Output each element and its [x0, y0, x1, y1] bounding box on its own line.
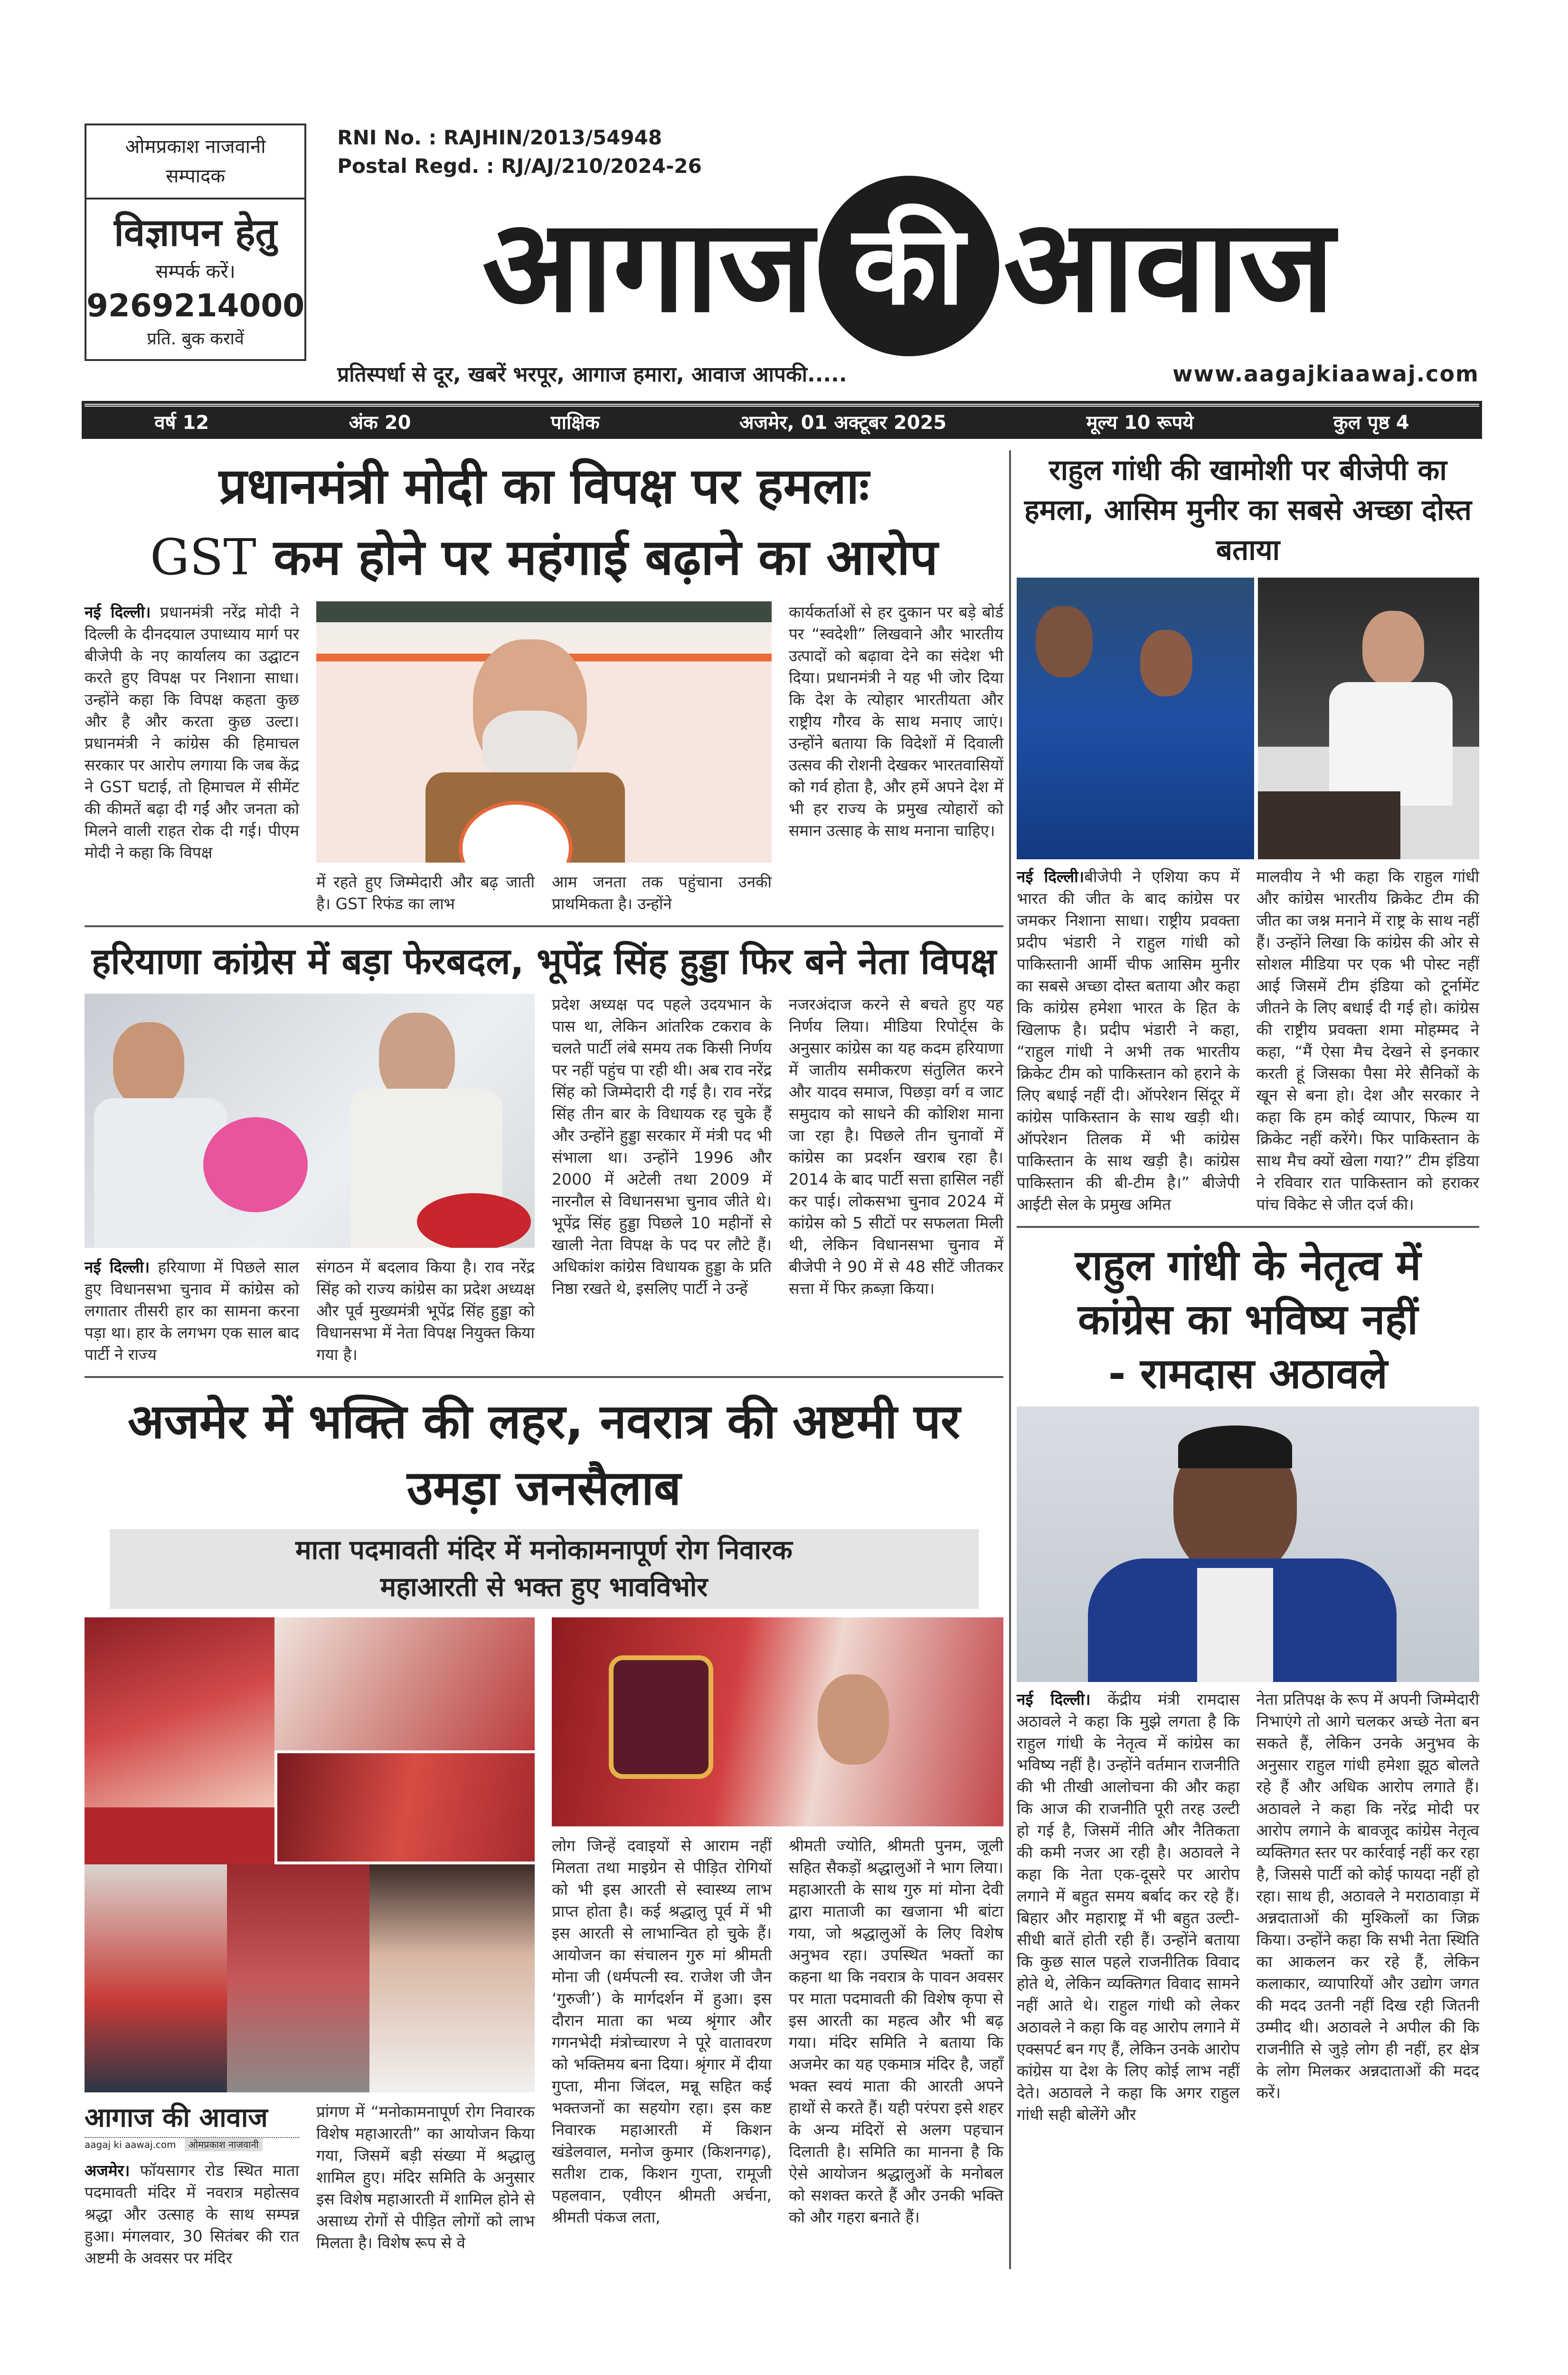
ajmer-col-4: श्रीमती ज्योति, श्रीमती पुनम, जूली सहित सैकड़ों श्रद्धालुओं ने भाग लिया। महाआरती के साथ गुरु मां मोना देवी द्वारा माताजी का खजाना भी बांटा गया, जो श्रद्धालुओं के लिए विशेष अनुभव रहा। उपस्थित भक्तों का कहना था कि नवरात्र के पावन अवसर पर माता पदमावती की विशेष कृपा से इस आरती का महत्व और भी बढ़ गया। मंदिर समिति ने बताया कि अजमेर का यह एकमात्र मंदिर है, जहाँ भक्त स्वयं माता की आरती अपने हाथों से करते हैं। यही परंपरा इसे शहर के अन्य मंदिरों से अलग पहचान दिलाती है। समिति का मानना है कि ऐसे आयोजन श्रद्धालुओं के मनोबल को सशक्त करते हैं और उनकी भक्ति को और गहरा बनाते हैं। — [789, 1836, 1003, 2226]
rni-number: RNI No. : RAJHIN/2013/54948 — [337, 126, 662, 149]
modi-col-1 — [85, 601, 299, 915]
photo-ramdas-athawale — [1017, 1406, 1479, 1682]
modi-headline-2: कम होने पर महंगाई बढ़ाने का आरोप — [273, 528, 938, 586]
issue-price: मूल्य 10 रूपये — [1086, 411, 1194, 434]
issue-place-date: अजमेर, 01 अक्टूबर 2025 — [739, 411, 947, 434]
article-text: केंद्रीय मंत्री रामदास अठावले ने कहा कि मुझे लगता है कि राहुल गांधी के नेतृत्व में कांग्रेस का भविष्य नहीं है। उन्होंने वर्तमान राजनीति की भी तीखी आलोचना की और कहा कि आज की राजनीति पूरी तरह उल्टी हो गई है, जिसमें नीति और नैतिकता की कमी नजर आ रही है। अठावले ने कहा कि नेता एक-दूसरे पर आरोप लगाने में बहुत समय बर्बाद कर रहे हैं। बिहार और महाराष्ट्र में भी बहुत उल्टी-सीधी बातें होती रही हैं। उन्होंने बताया कि कुछ साल पहले राजनीतिक विवाद होते थे, लेकिन व्यक्तिगत विवाद सामने नहीं आते थे। राहुल गांधी को लेकर अठावले ने कहा कि वह आरोप लगाने में एक्सपर्ट बन गए हैं, लेकिन उनके आरोप कांग्रेस या देश के लिए कोई लाभ नहीं देते। अठावले ने कहा कि अगर राहुल गांधी सही बोलेंगे और — [1017, 1690, 1240, 2124]
newspaper-title — [337, 176, 1479, 356]
issue-pages: कुल पृष्ठ 4 — [1333, 411, 1409, 434]
editor-title: सम्पादक — [166, 165, 226, 187]
article-text: बीजेपी ने एशिया कप में भारत की जीत के बाद कांग्रेस पर जमकर निशाना साधा। राष्ट्रीय प्रवक्ता प्रदीप भंडारी ने राहुल गांधी को पाकिस्तानी आर्मी चीफ आसिम मुनीर का सबसे अच्छा दोस्त बताया और कहा कि कांग्रेस हमेशा भारत के हित के खिलाफ है। प्रदीप भंडारी ने कहा, “राहुल गांधी ने अभी तक भारतीय क्रिकेट टीम को पाकिस्तान को हराने के लिए बधाई नहीं दी। ऑपरेशन सिंदूर में कांग्रेस पाकिस्तान के साथ खड़ी थी। ऑपरेशन तिलक में भी कांग्रेस पाकिस्तान के साथ खड़ी है। कांग्रेस पाकिस्तान की बी-टीम है।” बीजेपी आईटी सेल के प्रमुख अमित — [1017, 867, 1240, 1214]
article-text: प्रधानमंत्री नरेंद्र मोदी ने दिल्ली के दीनदयाल उपाध्याय मार्ग पर बीजेपी के नए कार्यालय का उद्घाटन करते हुए विपक्ष पर निशाना साधा। उन्होंने कहा कि विपक्ष कहता कुछ और है और करता कुछ उल्टा। प्रधानमंत्री ने कांग्रेस की हिमाचल सरकार पर आरोप लगाया कि जब केंद्र ने GST घटाई, तो हिमाचल में सीमेंट की कीमतें बढ़ा दी गईं और जनता को मिलने वाली राहत रोक दी गई। पीएम मोदी ने कहा कि विपक्ष — [85, 603, 299, 862]
rahul-col-2: मालवीय ने भी कहा कि राहुल गांधी और कांग्रेस भारतीय क्रिकेट टीम की जीत का जश्न मनाने में राष्ट्र के साथ नहीं हैं। उन्होंने लिखा कि कांग्रेस की ओर से सोशल मीडिया पर एक भी पोस्ट नहीं आई जिसमें टीम इंडिया को टूर्नामेंट जीतने के लिए बधाई दी गई हो। कांग्रेस की राष्ट्रीय प्रवक्ता शमा मोहम्मद ने कहा, “मैं ऐसा मैच देखने से इनकार करती हूं जिसका पैसा मेरे सैनिकों के खून से बना हो। देश और सरकार ने कहा कि हम कोई व्यापार, फिल्म या क्रिकेट नहीं करेंगे। फिर पाकिस्तान के साथ मैच क्यों खेला गया?” टीम इंडिया ने रविवार रात पाकिस्तान को हराकर पांच विकेट से जीत दर्ज की। — [1256, 867, 1479, 1214]
ajmer-col-1 — [85, 2160, 299, 2269]
haryana-col-1 — [85, 1256, 299, 1366]
ad-phone: 9269214000 — [86, 287, 305, 324]
ajmer-col-3: लोग जिन्हें दवाइयों से आराम नहीं मिलता तथा माइग्रेन से पीड़ित रोगियों को भी इस आरती से स्वास्थ्य लाभ प्राप्त होता है। कई श्रद्धालु पूर्व में भी इस आरती से लाभान्वित हो चुके हैं। आयोजन का संचालन गुरु मां श्रीमती मोना जी (धर्मपत्नी स्व. राजेश जी जैन ‘गुरुजी’) के मार्गदर्शन में हुआ। इस दौरान माता का भव्य श्रृंगार और गगनभेदी मंत्रोच्चारण ने पूरे वातावरण को भक्तिमय बना दिया। श्रृंगार में दीया गुप्ता, मीना जिंदल, मन्नू सहित कई भक्तजनों का सहयोग रहा। इस कष्ट निवारक महाआरती में किशन खंडेलवाल, मनोज कुमार (किशनगढ़), सतीश टाक, किशन गुप्ता, रामूजी पहलवान, एवीएन श्रीमती अर्चना, श्रीमती पंकज लता, — [552, 1836, 772, 2226]
small-logo-name: ओमप्रकाश नाजवानी — [185, 2138, 263, 2151]
dateline: नई दिल्ली। — [85, 1258, 150, 1276]
small-logo-site: aagaj ki aawaj.com — [85, 2139, 176, 2150]
dateline: अजमेर। — [85, 2161, 130, 2180]
editor-ad-box — [85, 124, 306, 361]
rahul-col-1 — [1017, 866, 1240, 1216]
ad-book: प्रति. बुक करावें — [147, 329, 244, 349]
photo-cricket-team — [1017, 578, 1254, 859]
issue-number: अंक 20 — [349, 411, 411, 434]
dateline: नई दिल्ली। — [85, 603, 151, 621]
photo-collage-temple — [85, 1617, 535, 2092]
article-text: फॉयसागर रोड स्थित माता पदमावती मंदिर में नवरात्र महोत्सव श्रद्धा और उत्साह के साथ सम्पन्न हुआ। मंगलवार, 30 सितंबर की रात अष्टमी के अवसर पर मंदिर — [85, 2161, 299, 2267]
issue-info-band — [85, 404, 1479, 436]
issue-frequency: पाक्षिक — [550, 411, 600, 434]
ajmer-subhead-1: माता पदमावती मंदिर में मनोकामनापूर्ण रोग निवारक — [295, 1535, 793, 1566]
photo-modi-speech — [316, 601, 772, 863]
ad-contact: सम्पर्क करें। — [155, 261, 236, 283]
haryana-col-4: नजरअंदाज करने से बचते हुए यह निर्णय लिया। मीडिया रिपोर्ट्स के अनुसार कांग्रेस का यह कदम हरियाणा में जातीय समीकरण संतुलित करने और यादव समाज, पिछड़ा वर्ग व जाट समुदाय को साधने की कोशिश माना जा रहा है। पिछले तीन चुनावों में कांग्रेस का प्रदर्शन खराब रहा है। 2014 के बाद पार्टी सत्ता हासिल नहीं कर पाई। लोकसभा चुनाव 2024 में कांग्रेस को 5 सीटों पर सफलता मिली थी, लेकिन विधानसभा चुनाव में बीजेपी ने 90 में से 48 सीटें जीतकर सत्ता में फिर क़ब्ज़ा किया। — [789, 995, 1003, 1298]
article-text: हरियाणा में पिछले साल हुए विधानसभा चुनाव में कांग्रेस को लगातार तीसरी हार का सामना करना पड़ा था। हार के लगभग एक साल बाद पार्टी ने राज्य — [85, 1258, 299, 1364]
title-ki-circle: की — [819, 176, 999, 356]
section-divider — [1017, 1226, 1479, 1228]
tagline: प्रतिस्पर्धा से दूर, खबरें भरपूर, आगाज हमारा, आवाज आपकी..... — [337, 362, 847, 387]
athawale-headline-1: राहुल गांधी के नेतृत्व में — [1075, 1241, 1421, 1290]
masthead — [85, 124, 1479, 388]
column-divider — [1009, 450, 1011, 2269]
athawale-headline-3: - रामदास अठावले — [1108, 1349, 1388, 1398]
modi-col-3: आम जनता तक पहुंचाना उनकी प्राथमिकता है। उन्होंने — [552, 873, 772, 913]
haryana-headline: हरियाणा कांग्रेस में बड़ा फेरबदल, भूपेंद्र सिंह हुड्डा फिर बने नेता विपक्ष — [91, 940, 997, 982]
photo-devotees-selfie — [552, 1617, 1003, 1826]
section-divider — [85, 925, 1003, 927]
rahul-headline: राहुल गांधी की खामोशी पर बीजेपी का हमला, आसिम मुनीर का सबसे अच्छा दोस्त बताया — [1024, 454, 1472, 567]
ajmer-subhead-2: महाआरती से भक्त हुए भावविभोर — [380, 1572, 708, 1603]
website[interactable]: www.aagajkiaawaj.com — [1172, 361, 1479, 387]
ajmer-col-2: प्रांगण में “मनोकामनापूर्ण रोग निवारक विशेष महाआरती” का आयोजन किया गया, जिसमें बड़ी संख्या में श्रद्धालु शामिल हुए। मंदिर समिति के अनुसार इस विशेष महाआरती में शामिल होने से असाध्य रोगों से पीड़ित लोगों को लाभ मिलता है। विशेष रूप से वे — [316, 2102, 535, 2252]
small-logo — [85, 2101, 299, 2151]
small-logo-title: आगाज की आवाज — [85, 2102, 268, 2133]
haryana-col-2: संगठन में बदलाव किया है। राव नरेंद्र सिंह को राज्य कांग्रेस का प्रदेश अध्यक्ष और पूर्व मुख्यमंत्री भूपेंद्र सिंह हुड्डा को विधानसभा में नेता विपक्ष नियुक्त किया गया है। — [316, 1258, 535, 1364]
issue-year: वर्ष 12 — [154, 411, 209, 434]
athawale-col-1 — [1017, 1689, 1240, 2126]
title-aawaj: आवाज — [1003, 191, 1334, 341]
modi-headline-gst: GST — [150, 528, 256, 586]
haryana-col-3: प्रदेश अध्यक्ष पद पहले उदयभान के पास था, लेकिन आंतरिक टकराव के चलते पार्टी लंबे समय तक किसी निर्णय पर नहीं पहुंच पा रही थी। अब राव नरेंद्र सिंह को जिम्मेदारी दी गई है। राव नरेंद्र सिंह तीन बार के विधायक रह चुके हैं और उन्होंने हुड्डा सरकार में मंत्री पद भी संभाला था। उन्होंने 1996 और 2000 में अटेली तथा 2009 में नारनौल से विधानसभा चुनाव जीते थे। भूपेंद्र सिंह हुड्डा पिछले 10 महीनों से खाली नेता विपक्ष के पद पर लौटे हैं। अधिकांश कांग्रेस विधायक हुड्डा के प्रति निष्ठा रखते थे, इसलिए पार्टी ने उन्हें — [552, 995, 772, 1298]
ad-heading: विज्ञापन हेतु — [114, 210, 277, 255]
postal-registration: Postal Regd. : RJ/AJ/210/2024-26 — [337, 154, 702, 178]
dateline: नई दिल्ली। — [1017, 867, 1085, 886]
modi-headline-1: प्रधानमंत्री मोदी का विपक्ष पर हमलाः — [218, 457, 869, 515]
title-aagaj: आगाज — [482, 191, 814, 341]
dateline: नई दिल्ली। — [1017, 1690, 1091, 1709]
athawale-headline-2: कांग्रेस का भविष्य नहीं — [1077, 1295, 1418, 1344]
modi-col-2: में रहते हुए जिम्मेदारी और बढ़ जाती है। GST रिफंड का लाभ — [316, 873, 535, 913]
ajmer-subheading-box — [110, 1529, 979, 1609]
ajmer-headline: अजमेर में भक्ति की लहर, नवरात्र की अष्टमी पर उमड़ा जनसैलाब — [128, 1394, 960, 1516]
athawale-col-2: नेता प्रतिपक्ष के रूप में अपनी जिम्मेदारी निभाएंगे तो आगे चलकर अच्छे नेता बन सकते हैं, लेकिन उनके अनुभव के अनुसार राहुल गांधी हमेशा झूठ बोलते रहे हैं और अधिक आरोप लगाते हैं। अठावले ने कहा कि नरेंद्र मोदी पर आरोप लगाने के बावजूद कांग्रेस नेतृत्व व्यक्तिगत स्तर पर कार्रवाई नहीं कर रहा है, जिससे पार्टी को कोई फायदा नहीं हो रहा। साथ ही, अठावले ने मराठावाड़ा में अन्नदाताओं की मुश्किलों का जिक्र किया। उन्होंने कहा कि सभी नेता स्थिति का आकलन कर रहे हैं, लेकिन कलाकार, व्यापारियों और उद्योग जगत की मदद उतनी नहीं दिख रही जितनी उम्मीद थी। अठावले ने अपील की कि राजनीति से जुड़े लोग ही नहीं, हर क्षेत्र के लोग मिलकर अन्नदाताओं की मदद करें। — [1256, 1690, 1479, 2102]
modi-col-4: कार्यकर्ताओं से हर दुकान पर बड़े बोर्ड पर “स्वदेशी” लिखवाने और भारतीय उत्पादों को बढ़ावा देने का संदेश भी दिया। प्रधानमंत्री ने यह भी जोर दिया कि देश के त्योहार भारतीयता और राष्ट्रीय गौरव के साथ मनाए जाएं। उन्होंने बताया कि विदेशों में दिवाली उत्सव की रोशनी देखकर भारतवासियों को गर्व होता है, और हमें अपने देश में भी हर राज्य के प्रमुख त्योहारों को समान उत्साह के साथ मनाना चाहिए। — [789, 603, 1003, 840]
photo-rahul-gandhi-podium — [1258, 578, 1479, 859]
section-divider — [85, 1376, 1003, 1378]
photo-rahul-hooda — [85, 994, 535, 1248]
editor-name: ओमप्रकाश नाजवानी — [125, 136, 266, 158]
